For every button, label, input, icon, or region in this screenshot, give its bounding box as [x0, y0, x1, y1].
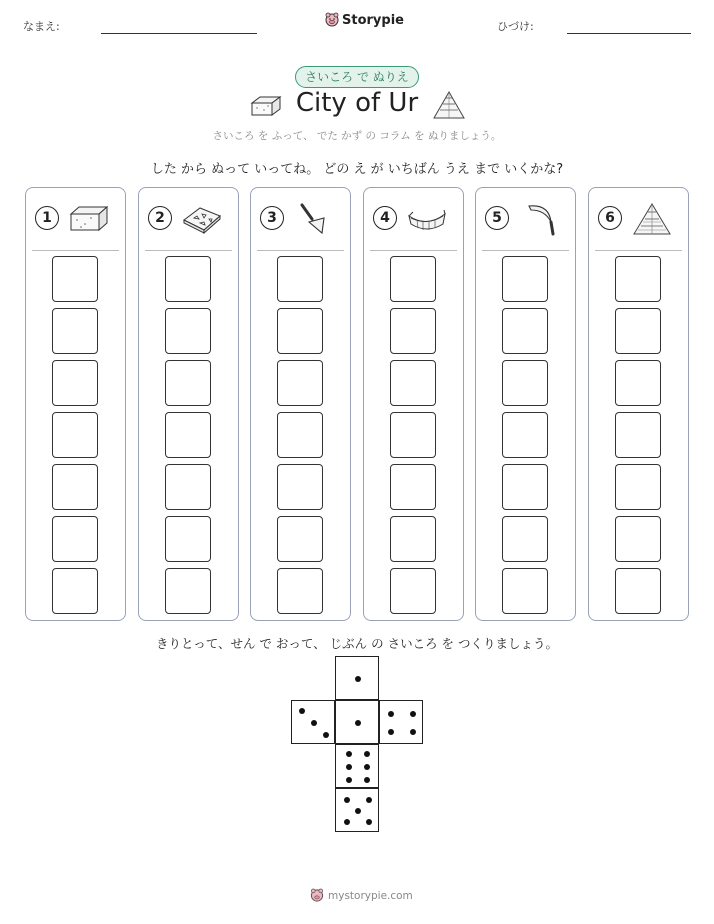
- color-box[interactable]: [165, 256, 211, 302]
- dice-pip: [388, 729, 394, 735]
- column-divider: [370, 250, 457, 251]
- name-label: なまえ:: [23, 20, 60, 33]
- brand-name: Storypie: [342, 12, 404, 28]
- color-box[interactable]: [390, 256, 436, 302]
- mud-brick-icon: [69, 202, 109, 236]
- color-box[interactable]: [502, 360, 548, 406]
- column-number: 3: [260, 206, 284, 230]
- dice-pip: [366, 819, 372, 825]
- color-box[interactable]: [52, 516, 98, 562]
- color-box[interactable]: [615, 568, 661, 614]
- dice-face-1: [335, 656, 379, 700]
- column-header: [373, 202, 457, 236]
- column-6: [588, 187, 689, 621]
- color-box[interactable]: [615, 412, 661, 458]
- color-box[interactable]: [502, 568, 548, 614]
- color-box[interactable]: [502, 516, 548, 562]
- color-box[interactable]: [277, 256, 323, 302]
- footer-site: mystorypie.com: [328, 889, 413, 902]
- color-box[interactable]: [502, 412, 548, 458]
- color-box[interactable]: [390, 516, 436, 562]
- dice-face-6: [335, 788, 379, 832]
- color-box[interactable]: [277, 464, 323, 510]
- dice-face-4: [379, 700, 423, 744]
- name-line: [101, 33, 257, 34]
- color-box[interactable]: [615, 360, 661, 406]
- color-box[interactable]: [615, 464, 661, 510]
- color-box[interactable]: [165, 568, 211, 614]
- dice-pip: [323, 732, 329, 738]
- color-box[interactable]: [615, 516, 661, 562]
- color-box[interactable]: [52, 568, 98, 614]
- column-number: 2: [148, 206, 172, 230]
- main-instruction: した から ぬって いってね。 どの え が いちばん うえ まで いくかな?: [150, 162, 564, 177]
- dice-pip: [364, 751, 370, 757]
- dice-pip: [344, 797, 350, 803]
- dice-pip: [346, 751, 352, 757]
- color-box[interactable]: [52, 256, 98, 302]
- color-box[interactable]: [165, 360, 211, 406]
- column-5: [475, 187, 576, 621]
- date-label: ひづけ:: [497, 20, 534, 33]
- color-box[interactable]: [165, 516, 211, 562]
- sickle-icon: [519, 202, 559, 236]
- ziggurat-icon: [632, 202, 672, 236]
- dice-pip: [364, 777, 370, 783]
- footer: [310, 888, 413, 903]
- color-box[interactable]: [277, 308, 323, 354]
- dice-pip: [355, 676, 361, 682]
- dice-pip: [410, 729, 416, 735]
- dice-pip: [366, 797, 372, 803]
- cut-instruction: きりとって、せん で おって、 じぶん の さいころ を つくりましょう。: [155, 636, 559, 651]
- trowel-icon: [294, 202, 334, 236]
- pig-mascot-icon: [325, 12, 339, 28]
- column-number: 6: [598, 206, 622, 230]
- dice-face-2: [291, 700, 335, 744]
- column-4: [363, 187, 464, 621]
- color-box[interactable]: [390, 464, 436, 510]
- dice-face-5: [335, 744, 379, 788]
- color-box[interactable]: [615, 308, 661, 354]
- dice-pip: [311, 720, 317, 726]
- color-box[interactable]: [390, 308, 436, 354]
- color-box[interactable]: [52, 412, 98, 458]
- column-divider: [482, 250, 569, 251]
- color-box[interactable]: [615, 256, 661, 302]
- color-box[interactable]: [165, 464, 211, 510]
- dice-pip: [364, 764, 370, 770]
- pig-mascot-icon: [310, 888, 324, 903]
- dice-pip: [346, 777, 352, 783]
- dice-pip: [355, 720, 361, 726]
- column-divider: [595, 250, 682, 251]
- dice-pip: [346, 764, 352, 770]
- column-divider: [257, 250, 344, 251]
- page-subtitle: さいころ を ふって、 でた かず の コラム を ぬりましょう。: [212, 130, 502, 142]
- column-number: 4: [373, 206, 397, 230]
- page-title: City of Ur: [295, 88, 419, 118]
- dice-pip: [344, 819, 350, 825]
- dice-face-3: [335, 700, 379, 744]
- color-box[interactable]: [277, 360, 323, 406]
- color-box[interactable]: [390, 412, 436, 458]
- dice-pip: [388, 711, 394, 717]
- color-box[interactable]: [165, 412, 211, 458]
- activity-pill: さいころ で ぬりえ: [295, 66, 419, 88]
- dice-pip: [410, 711, 416, 717]
- column-header: [260, 202, 344, 236]
- column-number: 1: [35, 206, 59, 230]
- column-header: [598, 202, 682, 236]
- column-divider: [145, 250, 232, 251]
- color-box[interactable]: [277, 412, 323, 458]
- column-number: 5: [485, 206, 509, 230]
- column-3: [250, 187, 351, 621]
- brand-logo: [325, 12, 404, 28]
- color-box[interactable]: [502, 308, 548, 354]
- color-box[interactable]: [390, 360, 436, 406]
- clay-tablet-icon: [182, 202, 222, 236]
- color-box[interactable]: [390, 568, 436, 614]
- column-header: [485, 202, 569, 236]
- color-box[interactable]: [502, 256, 548, 302]
- color-box[interactable]: [52, 360, 98, 406]
- column-header: [35, 202, 119, 236]
- color-box[interactable]: [277, 516, 323, 562]
- color-box[interactable]: [502, 464, 548, 510]
- date-line: [567, 33, 691, 34]
- column-2: [138, 187, 239, 621]
- dice-pip: [355, 808, 361, 814]
- column-divider: [32, 250, 119, 251]
- color-box[interactable]: [165, 308, 211, 354]
- column-header: [148, 202, 232, 236]
- column-1: [25, 187, 126, 621]
- color-box[interactable]: [52, 464, 98, 510]
- reed-boat-icon: [407, 202, 447, 236]
- dice-pip: [299, 708, 305, 714]
- ziggurat-icon: [432, 90, 466, 120]
- color-box[interactable]: [277, 568, 323, 614]
- color-box[interactable]: [52, 308, 98, 354]
